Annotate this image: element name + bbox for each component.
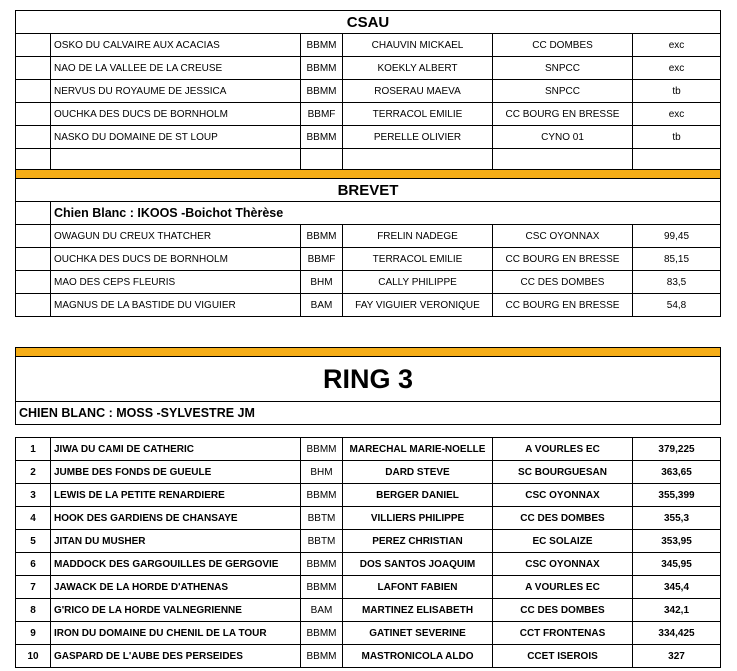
result-cell: 345,4 [633, 576, 721, 599]
category-cell: BBMF [301, 103, 343, 126]
result-cell: 342,1 [633, 599, 721, 622]
brevet-judge-row [16, 202, 721, 225]
result-cell: exc [633, 103, 721, 126]
rank-cell [16, 225, 51, 248]
ring3-row [16, 599, 721, 622]
club-cell: EC SOLAIZE [493, 530, 633, 553]
rank-cell [16, 271, 51, 294]
club-cell: CC DES DOMBES [493, 507, 633, 530]
category-cell: BBMM [301, 484, 343, 507]
category-cell: BBMM [301, 553, 343, 576]
dog-name-cell: JAWACK DE LA HORDE D'ATHENAS [51, 576, 301, 599]
section-divider [16, 170, 721, 179]
club-cell: CC BOURG EN BRESSE [493, 248, 633, 271]
results-sheet [15, 10, 721, 668]
dog-name-cell: IRON DU DOMAINE DU CHENIL DE LA TOUR [51, 622, 301, 645]
brevet-title-row [16, 179, 721, 202]
owner-cell: MARTINEZ ELISABETH [343, 599, 493, 622]
dog-name-cell: NERVUS DU ROYAUME DE JESSICA [51, 80, 301, 103]
brevet-judge: Chien Blanc : IKOOS -Boichot Thèrèse [51, 202, 721, 225]
club-cell: CC DES DOMBES [493, 271, 633, 294]
result-cell: 54,8 [633, 294, 721, 317]
rank-cell: 1 [16, 438, 51, 461]
dog-name-cell: LEWIS DE LA PETITE RENARDIERE [51, 484, 301, 507]
brevet-rows [16, 225, 721, 317]
result-cell: 99,45 [633, 225, 721, 248]
csau-empty-row [16, 149, 721, 170]
category-cell: BAM [301, 294, 343, 317]
category-cell: BBMM [301, 80, 343, 103]
club-cell: CYNO 01 [493, 126, 633, 149]
result-cell: 363,65 [633, 461, 721, 484]
category-cell: BBMM [301, 34, 343, 57]
ring3-rows [16, 438, 721, 668]
category-cell: BBMF [301, 248, 343, 271]
club-cell: CC DES DOMBES [493, 599, 633, 622]
csau-title-row [16, 11, 721, 34]
dog-name-cell: JIWA DU CAMI DE CATHERIC [51, 438, 301, 461]
brevet-row [16, 271, 721, 294]
result-cell: 83,5 [633, 271, 721, 294]
club-cell: CSC OYONNAX [493, 553, 633, 576]
category-cell: BAM [301, 599, 343, 622]
dog-name-cell: NAO DE LA VALLEE DE LA CREUSE [51, 57, 301, 80]
ring3-row [16, 461, 721, 484]
club-cell: SNPCC [493, 57, 633, 80]
dog-name-cell: GASPARD DE L'AUBE DES PERSEIDES [51, 645, 301, 668]
ring3-row [16, 438, 721, 461]
rank-cell: 9 [16, 622, 51, 645]
club-cell: CC DOMBES [493, 34, 633, 57]
rank-cell [16, 57, 51, 80]
club-cell: CSC OYONNAX [493, 225, 633, 248]
owner-cell: LAFONT FABIEN [343, 576, 493, 599]
owner-cell: FRELIN NADEGE [343, 225, 493, 248]
csau-title: CSAU [16, 11, 721, 34]
result-cell: 379,225 [633, 438, 721, 461]
dog-name-cell: OWAGUN DU CREUX THATCHER [51, 225, 301, 248]
owner-cell: GATINET SEVERINE [343, 622, 493, 645]
club-cell: A VOURLES EC [493, 576, 633, 599]
owner-cell: VILLIERS PHILIPPE [343, 507, 493, 530]
owner-cell: MASTRONICOLA ALDO [343, 645, 493, 668]
ring3-row [16, 507, 721, 530]
ring3-row [16, 553, 721, 576]
result-cell: 327 [633, 645, 721, 668]
owner-cell: TERRACOL EMILIE [343, 248, 493, 271]
owner-cell: ROSERAU MAEVA [343, 80, 493, 103]
rank-cell [16, 34, 51, 57]
result-cell: 353,95 [633, 530, 721, 553]
category-cell: BHM [301, 461, 343, 484]
result-cell: exc [633, 34, 721, 57]
category-cell: BBMM [301, 57, 343, 80]
ring3-row [16, 484, 721, 507]
result-cell: 355,3 [633, 507, 721, 530]
club-cell: CCT FRONTENAS [493, 622, 633, 645]
dog-name-cell: NASKO DU DOMAINE DE ST LOUP [51, 126, 301, 149]
category-cell: BBMM [301, 438, 343, 461]
category-cell: BBTM [301, 530, 343, 553]
rank-cell: 7 [16, 576, 51, 599]
result-cell: 355,399 [633, 484, 721, 507]
csau-row [16, 80, 721, 103]
owner-cell: CHAUVIN MICKAEL [343, 34, 493, 57]
club-cell: CCET ISEROIS [493, 645, 633, 668]
rank-cell: 10 [16, 645, 51, 668]
brevet-row [16, 294, 721, 317]
owner-cell: MARECHAL MARIE-NOELLE [343, 438, 493, 461]
dog-name-cell: OSKO DU CALVAIRE AUX ACACIAS [51, 34, 301, 57]
brevet-title: BREVET [16, 179, 721, 202]
dog-name-cell: HOOK DES GARDIENS DE CHANSAYE [51, 507, 301, 530]
ring3-title-row [16, 357, 721, 402]
brevet-row [16, 248, 721, 271]
csau-rows [16, 34, 721, 149]
category-cell: BBMM [301, 622, 343, 645]
rank-cell [16, 80, 51, 103]
csau-row [16, 103, 721, 126]
ring3-row [16, 622, 721, 645]
dog-name-cell: MAGNUS DE LA BASTIDE DU VIGUIER [51, 294, 301, 317]
owner-cell: KOEKLY ALBERT [343, 57, 493, 80]
ring3-row [16, 530, 721, 553]
dog-name-cell: JUMBE DES FONDS DE GUEULE [51, 461, 301, 484]
rank-cell [16, 103, 51, 126]
dog-name-cell: OUCHKA DES DUCS DE BORNHOLM [51, 248, 301, 271]
csau-row [16, 57, 721, 80]
dog-name-cell: MAO DES CEPS FLEURIS [51, 271, 301, 294]
dog-name-cell: JITAN DU MUSHER [51, 530, 301, 553]
brevet-row [16, 225, 721, 248]
rank-cell: 5 [16, 530, 51, 553]
owner-cell: TERRACOL EMILIE [343, 103, 493, 126]
csau-row [16, 34, 721, 57]
owner-cell: PEREZ CHRISTIAN [343, 530, 493, 553]
category-cell: BBTM [301, 507, 343, 530]
category-cell: BBMM [301, 576, 343, 599]
rank-cell: 3 [16, 484, 51, 507]
owner-cell: BERGER DANIEL [343, 484, 493, 507]
result-cell: 85,15 [633, 248, 721, 271]
result-cell: exc [633, 57, 721, 80]
section-gap [16, 317, 721, 348]
rank-cell: 6 [16, 553, 51, 576]
results-table [15, 10, 721, 668]
section-divider [16, 348, 721, 357]
ring3-row [16, 645, 721, 668]
rank-cell [16, 294, 51, 317]
rank-cell [16, 248, 51, 271]
result-cell: 334,425 [633, 622, 721, 645]
club-cell: CC BOURG EN BRESSE [493, 103, 633, 126]
rank-cell [16, 126, 51, 149]
owner-cell: FAY VIGUIER VERONIQUE [343, 294, 493, 317]
owner-cell: PERELLE OLIVIER [343, 126, 493, 149]
club-cell: SNPCC [493, 80, 633, 103]
ring3-judge-row [16, 402, 721, 425]
result-cell: tb [633, 80, 721, 103]
category-cell: BHM [301, 271, 343, 294]
rank-cell: 8 [16, 599, 51, 622]
club-cell: A VOURLES EC [493, 438, 633, 461]
dog-name-cell: MADDOCK DES GARGOUILLES DE GERGOVIE [51, 553, 301, 576]
result-cell: 345,95 [633, 553, 721, 576]
ring3-title: RING 3 [16, 357, 721, 402]
club-cell: CC BOURG EN BRESSE [493, 294, 633, 317]
club-cell: SC BOURGUESAN [493, 461, 633, 484]
result-cell: tb [633, 126, 721, 149]
ring3-gap [16, 425, 721, 438]
rank-cell: 4 [16, 507, 51, 530]
owner-cell: DARD STEVE [343, 461, 493, 484]
csau-row [16, 126, 721, 149]
ring3-judge: CHIEN BLANC : MOSS -SYLVESTRE JM [16, 402, 721, 425]
category-cell: BBMM [301, 126, 343, 149]
rank-cell: 2 [16, 461, 51, 484]
dog-name-cell: OUCHKA DES DUCS DE BORNHOLM [51, 103, 301, 126]
owner-cell: DOS SANTOS JOAQUIM [343, 553, 493, 576]
ring3-row [16, 576, 721, 599]
category-cell: BBMM [301, 645, 343, 668]
club-cell: CSC OYONNAX [493, 484, 633, 507]
category-cell: BBMM [301, 225, 343, 248]
owner-cell: CALLY PHILIPPE [343, 271, 493, 294]
dog-name-cell: G'RICO DE LA HORDE VALNEGRIENNE [51, 599, 301, 622]
